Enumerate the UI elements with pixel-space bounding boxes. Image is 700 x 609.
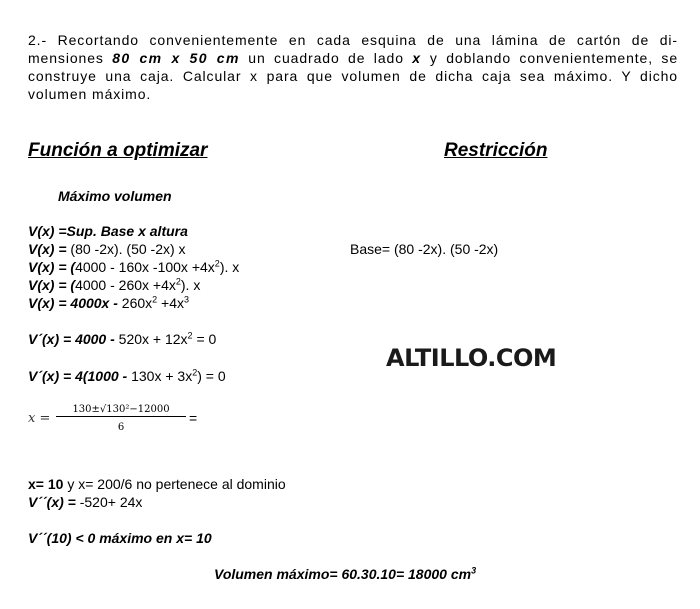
max-check: V´´(10) < 0 máximo en x= 10 — [28, 530, 212, 546]
result-volume: Volumen máximo= 60.30.10= 18000 $cm^3$ — [214, 565, 477, 582]
problem-dimensions: 80 cm x 50 cm — [112, 50, 240, 66]
problem-text-3: y doblando convenientemente, se construye una caja. Calcular x para que volumen de dicha caja sea máximo. Y dicho volumen máximo. — [28, 50, 679, 102]
problem-text-1: 2.- Recortando convenientemente en cada esquina de una lámina de cartón de di-mensiones — [28, 32, 678, 66]
subtitle-max-volume: Máximo volumen — [58, 188, 172, 204]
formula-numerator: 130±√130²−12000 — [56, 404, 186, 417]
equation-4: $V(x) = (4000 - 260x +4x^2)$. x — [28, 276, 201, 293]
equation-2: V(x) = (80 -2x). (50 -2x) x — [28, 241, 186, 257]
second-derivative: V´´(x) = -520+ 24x — [28, 494, 143, 510]
equation-3: V(x) = (4000 - 160x $-100x +4x^2$). x — [28, 258, 240, 275]
heading-restriction: Restricción — [444, 140, 548, 161]
solution-line: x= 10 y x= 200/6 no pertenece al dominio — [28, 476, 286, 492]
problem-text-2: un cuadrado de lado — [239, 50, 413, 66]
problem-statement — [28, 31, 678, 103]
restriction-text: Base= (80 -2x). (50 -2x) — [350, 241, 499, 257]
formula-denominator: 6 — [117, 422, 125, 433]
derivative-1: V´(x) = $4000 - 520x + 12x^2 = 0$ — [28, 330, 217, 347]
equation-5: $V(x) = 4000x - 260x^2 +4x^3$ — [28, 294, 190, 311]
derivative-2: V´(x) = $4(1000 - 130x + 3x^2) = 0$ — [28, 367, 226, 384]
heading-function: Función a optimizar — [28, 140, 208, 161]
altillo-watermark: ALTILLO.COM — [386, 344, 557, 372]
equation-1: V(x) =Sup. Base x altura — [28, 223, 188, 239]
problem-side: x — [412, 50, 422, 66]
